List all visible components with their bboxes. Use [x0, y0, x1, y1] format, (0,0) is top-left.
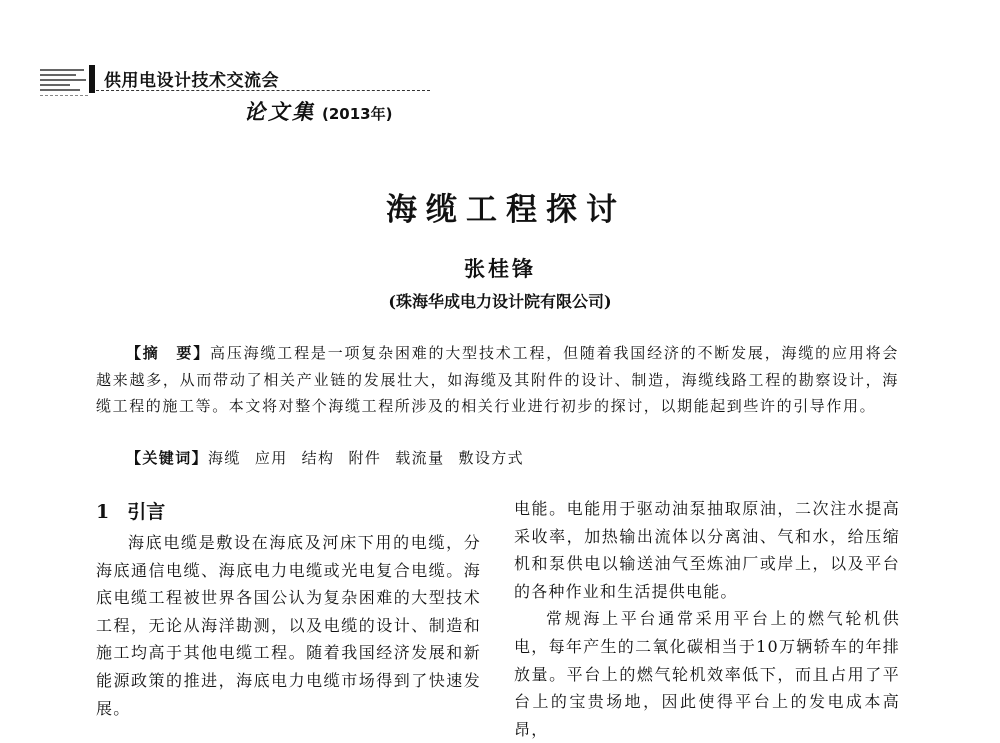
conference-name: 供用电设计技术交流会	[104, 71, 279, 91]
section-number: 1	[96, 501, 110, 523]
body-paragraph: 常规海上平台通常采用平台上的燃气轮机供电，每年产生的二氧化碳相当于10万辆轿车的年排放量。平台上的燃气轮机效率低下，而且占用了平台上的宝贵场地，因此使得平台上的发电成本高昂，	[514, 609, 900, 739]
section-title: 引言	[127, 501, 166, 523]
keyword: 海缆	[208, 449, 241, 467]
abstract	[96, 340, 899, 420]
paper-author: 张桂锋	[464, 256, 536, 281]
body-paragraph-continued: 电能。电能用于驱动油泵抽取原油，二次注水提高采收率，加热输出流体以分离油、气和水，给压缩机和泵供电以输送油气至炼油厂或岸上，以及平台的各种作业和生活提供电能。	[514, 499, 900, 601]
keyword: 载流量	[395, 449, 445, 467]
paper-affiliation: (珠海华成电力设计院有限公司)	[388, 292, 612, 311]
header-bar	[89, 65, 95, 93]
header-rule	[96, 90, 430, 91]
right-column	[514, 495, 900, 743]
section-heading	[96, 495, 481, 529]
abstract-text: 高压海缆工程是一项复杂困难的大型技术工程，但随着我国经济的不断发展，海缆的应用将会越来越多，从而带动了相关产业链的发展壮大，如海缆及其附件的设计、制造，海缆线路工程的勘察设计，海缆工程的施工等。本文将对整个海缆工程所涉及的相关行业进行初步的探讨，以期能起到些许的引导作用。	[96, 344, 899, 415]
proceedings-title: 论文集	[244, 99, 316, 124]
keyword: 结构	[301, 449, 335, 467]
proceedings-year: (2013年)	[322, 105, 393, 123]
abstract-label: 【摘 要】	[126, 344, 211, 362]
left-column	[96, 495, 481, 722]
keyword: 敷设方式	[458, 449, 525, 467]
keyword: 附件	[348, 449, 382, 467]
header-rule-left	[40, 95, 88, 96]
paper-title: 海缆工程探讨	[386, 192, 626, 228]
proceedings-label	[244, 96, 392, 126]
keyword: 应用	[254, 449, 288, 467]
body-paragraph: 海底电缆是敷设在海底及河床下用的电缆，分海底通信电缆、海底电力电缆或光电复合电缆。海底电缆工程被世界各国公认为复杂困难的大型技术工程，无论从海洋勘测，以及电缆的设计、制造和施工均高于其他电缆工程。随着我国经济发展和新能源政策的推进，海底电力电缆市场得到了快速发展。	[96, 533, 481, 718]
keywords-label: 【关键词】	[126, 449, 209, 467]
header-ornament	[40, 66, 88, 92]
keywords	[96, 445, 899, 471]
